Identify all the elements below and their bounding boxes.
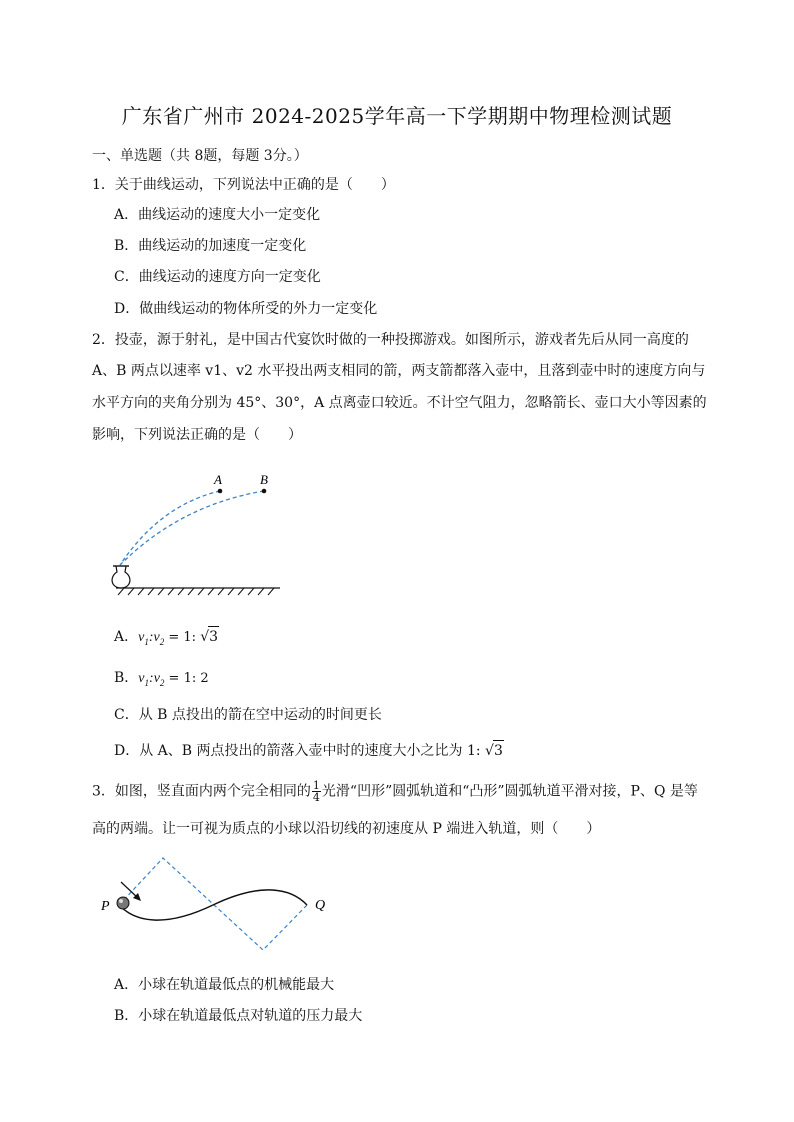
q3-track-figure <box>95 850 345 960</box>
trajectory-from-a <box>120 491 220 565</box>
q2-stem-line-2: A、B 两点以速率 v1、v2 水平投出两支相同的箭，两支箭都落入壶中，且落到壶中时的速度方向与 <box>92 363 706 379</box>
q3-option-b: B．小球在轨道最低点对轨道的压力最大 <box>114 1008 363 1024</box>
ground-hatching <box>118 588 274 595</box>
point-b-label: B <box>260 472 268 487</box>
track-curve <box>119 890 307 920</box>
point-a-label: A <box>214 472 222 487</box>
point-p-label: P <box>101 899 110 914</box>
q3-option-a: A．小球在轨道最低点的机械能最大 <box>114 977 335 993</box>
trajectory-from-b <box>120 491 264 565</box>
q2-option-c: C．从 B 点投出的箭在空中运动的时间更长 <box>114 707 382 723</box>
point-q-label: Q <box>315 898 326 913</box>
q1-option-d: D．做曲线运动的物体所受的外力一定变化 <box>114 301 378 317</box>
section-heading: 一、单选题（共 8题，每题 3分。） <box>92 148 308 164</box>
point-a-dot <box>218 489 223 494</box>
q2-stem-line-3: 水平方向的夹角分别为 45°、30°，A 点离壶口较近。不计空气阻力，忽略箭长、壶口大小等因素的 <box>92 395 707 411</box>
q2-option-d: D．从 A、B 两点投出的箭落入壶中时的速度大小之比为 1: √3 <box>114 740 504 761</box>
q2-stem-line-1: 2．投壶，源于射礼，是中国古代宴饮时做的一种投掷游戏。如图所示，游戏者先后从同一高度的 <box>92 332 689 348</box>
pot-icon <box>112 566 130 588</box>
q2-option-a: A．$v_1:v_2 = 1$: √3 <box>114 626 219 652</box>
q1-option-b: B．曲线运动的加速度一定变化 <box>114 238 307 254</box>
q2-option-b: B．$v_1:v_2 = 1$: 2 <box>114 670 209 688</box>
q2-projectile-figure <box>100 465 300 600</box>
q1-option-a: A．曲线运动的速度大小一定变化 <box>114 207 321 223</box>
q3-stem-line-2: 高的两端。让一可视为质点的小球以沿切线的初速度从 P 端进入轨道，则（ ） <box>92 821 601 837</box>
ball-icon <box>117 897 129 909</box>
point-b-dot <box>262 489 267 494</box>
q2-stem-line-4: 影响，下列说法正确的是（ ） <box>92 427 302 443</box>
page-title: 广东省广州市 2024-2025学年高一下学期期中物理检测试题 <box>121 104 673 128</box>
quarter-fraction: $\frac{1}{4}$ <box>312 779 320 804</box>
dashed-guide-lines <box>119 858 307 950</box>
q3-stem-line-1: 3．如图，竖直面内两个完全相同的 $\frac{1}{4}$ 光滑“凹形”圆弧轨道和“凸形”圆弧轨道平滑对接，P、Q 是等 <box>92 779 698 804</box>
q1-option-c: C．曲线运动的速度方向一定变化 <box>114 269 321 285</box>
q1-stem: 1．关于曲线运动，下列说法中正确的是（ ） <box>92 177 395 193</box>
